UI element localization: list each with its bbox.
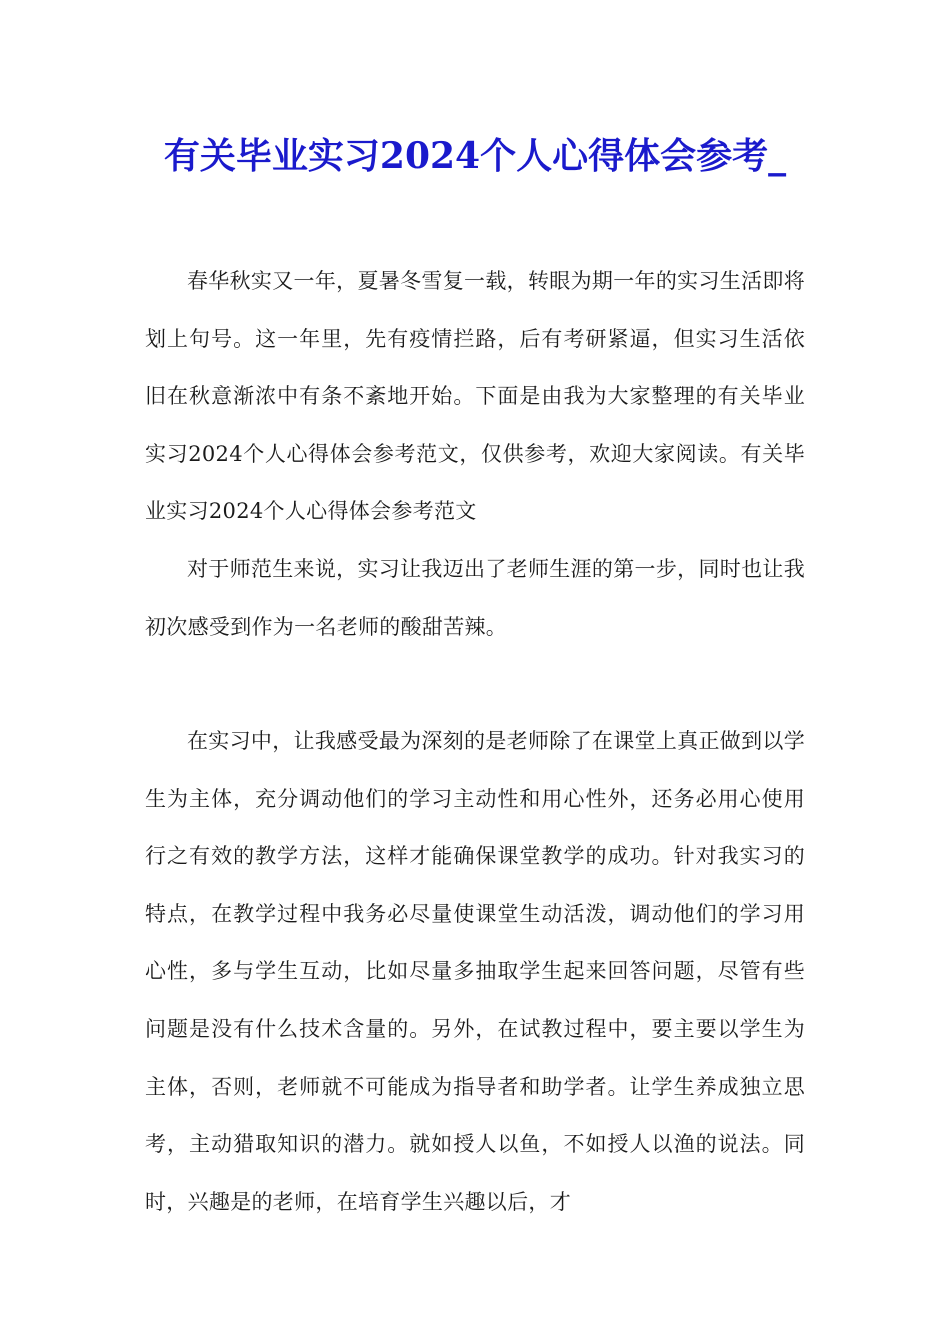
paragraph-first-step: 对于师范生来说，实习让我迈出了老师生涯的第一步，同时也让我初次感受到作为一名老师的酸甜苦辣。 [145,557,805,639]
paragraph-intro: 春华秋实又一年，夏暑冬雪复一载，转眼为期一年的实习生活即将划上句号。这一年里，先有疫情拦路，后有考研紧逼，但实习生活依旧在秋意渐浓中有条不紊地开始。下面是由我为大家整理的有关毕业实习2024个人心得体会参考范文，仅供参考，欢迎大家阅读。有关毕业实习2024个人心得体会参考范文 [145,269,805,524]
document-title: 有关毕业实习2024个人心得体会参考_ [163,135,787,177]
paragraph-teaching-reflection: 在实习中，让我感受最为深刻的是老师除了在课堂上真正做到以学生为主体，充分调动他们的学习主动性和用心性外，还务必用心使用行之有效的教学方法，这样才能确保课堂教学的成功。针对我实习的特点，在教学过程中我务必尽量使课堂生动活泼，调动他们的学习用心性，多与学生互动，比如尽量多抽取学生起来回答问题，尽管有些问题是没有什么技术含量的。另外，在试教过程中，要主要以学生为主体，否则，老师就不可能成为指导者和助学者。让学生养成独立思考，主动猎取知识的潜力。就如授人以鱼，不如授人以渔的说法。同时，兴趣是的老师，在培育学生兴趣以后，才 [145,729,805,1214]
